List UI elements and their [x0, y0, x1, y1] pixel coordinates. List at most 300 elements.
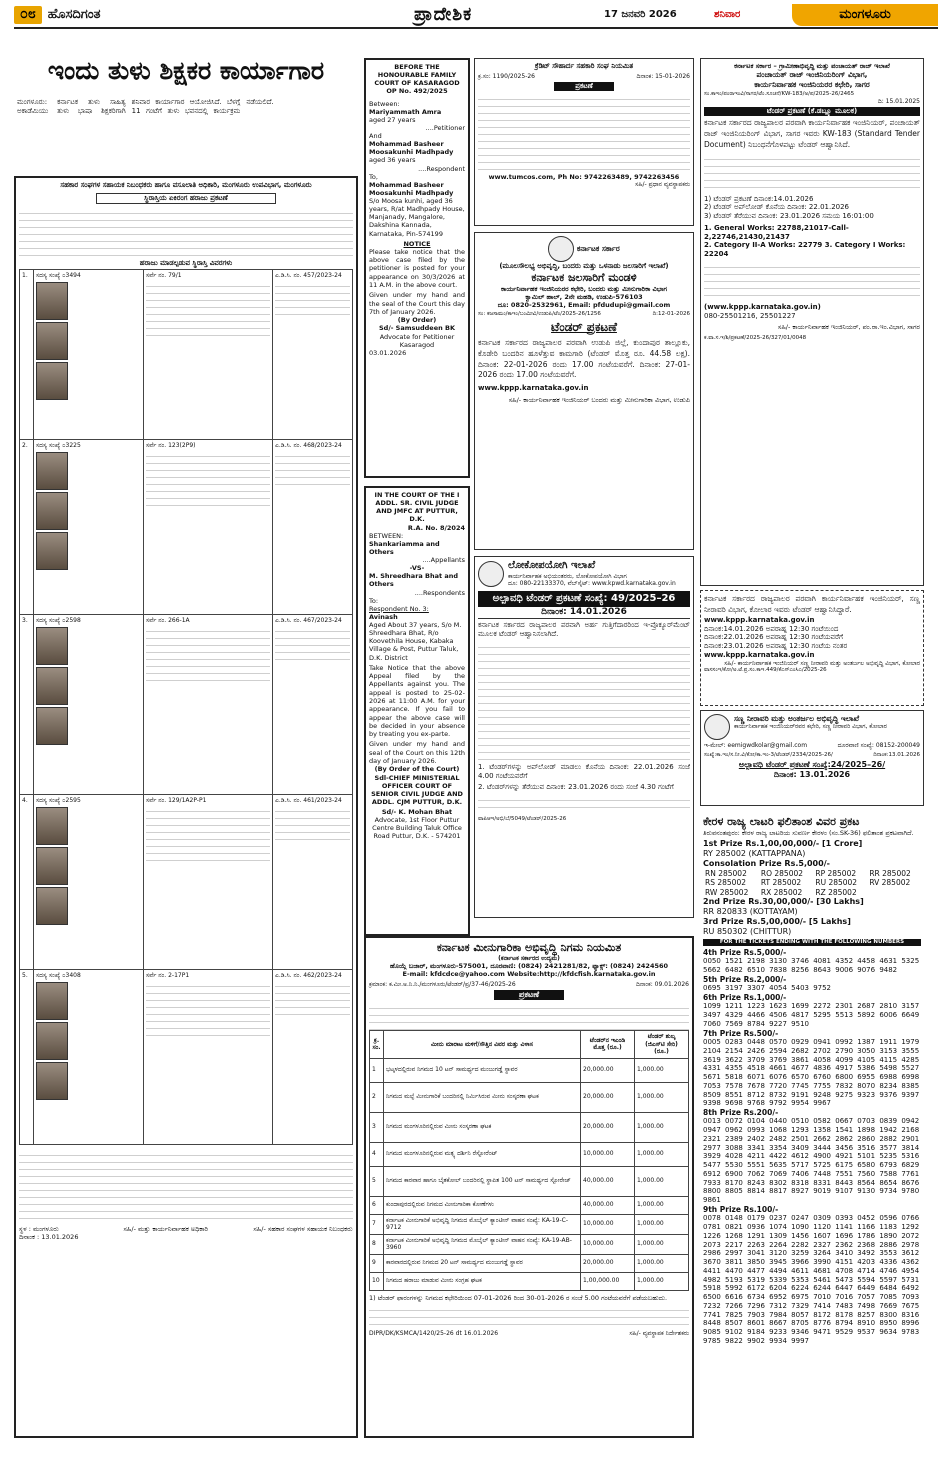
fish-row-emd: 1,00,000.00 [581, 1272, 635, 1290]
fc-advocate-date: 03.01.2026 [369, 348, 407, 357]
fish-address: ಹೊಯ್ಗೆ ಬಜಾರ್, ಮಂಗಳೂರು-575001, ದೂರವಾಣಿ: (0824) 2421281/82, ಫ್ಯಾಕ್ಸ್: (0824) 2424560 [389, 962, 669, 971]
lottery-third-no: RU 850302 (CHITTUR) [703, 927, 792, 937]
lottery-p4-nums: 0050 1521 2198 3130 3746 4081 4352 4458 4631 5325 5662 6482 6510 7838 8256 8643 9006 9076 9482 [703, 957, 920, 975]
page-number: ೦೮ [14, 6, 42, 24]
cc-officer: Sdl-CHIEF MINISTERIAL OFFICER COURT OF SENIOR CIVIL JUDGE AND ADDL. CJM PUTTUR, D.K. [371, 773, 463, 806]
cc-advocate-detail: Advocate, 1st Floor Puttur Centre Building Taluk Office Road Puttur, D.K. - 574201 [372, 816, 462, 841]
cons-row [703, 888, 921, 897]
tumcos-website: www.tumcos.com, Ph No: 9742263489, 9742263456 [488, 173, 680, 181]
cons-row [703, 869, 921, 878]
water-state [478, 236, 690, 262]
pr-body: ಕರ್ನಾಟಕ ಸರ್ಕಾರದ ರಾಜ್ಯಪಾಲರ ಪರವಾಗಿ ಕಾರ್ಯನಿರ್ವಾಹಕ ಇಂಜಿನಿಯರ್, ಪಂಚಾಯತ್ ರಾಜ್ ಇಂಜಿನಿಯರಿಂಗ್ ವಿಭಾಗ, ಸಾಗರ ಇವರು KW-183 (Standard Tender Document) ನಿಬಂಧನೆಗೊಳಪಟ್ಟು ಟೆಂಡರ್ ಆಹ್ವಾನಿಸಿದೆ. [704, 118, 920, 149]
fish-row [370, 1166, 689, 1196]
water-tender-title: ಟೆಂಡರ್ ಪ್ರಕಟಣೆ [551, 319, 617, 334]
water-address: ಕ್ವಾಮಿಲ್ ಹಾಲ್, 2ನೇ ಮಹಡಿ, ಉಡುಪಿ-576103 [525, 292, 643, 301]
row-detail [275, 450, 350, 490]
fish-row-fee: 1,000.00 [635, 1082, 689, 1112]
member-photo [36, 362, 68, 400]
fish-row-fee: 1,000.00 [635, 1196, 689, 1214]
lottery-results [700, 812, 924, 1438]
pr-sign: ಸಹಿ/- ಕಾರ್ಯನಿರ್ವಾಹಕ ಇಂಜಿನಿಯರ್, ಪಂ.ರಾ.ಇಂ.ವಿಭಾಗ, ಸಾಗರ [777, 323, 920, 332]
pwd-header [478, 560, 690, 588]
fc-notice: NOTICE [403, 239, 431, 248]
fc-petitioner-role: ....Petitioner [425, 123, 465, 132]
fish-row-desc: ನಿಗಮದ ಮಂಗಳೂರಿನಲ್ಲಿರುವ ಮತ್ಸ್ಯ ದರ್ಶಿನಿ ರೆಸ್ಟೋರೆಂಟ್ [384, 1142, 581, 1166]
water-org: (ಮೂಲಸೌಲಭ್ಯ ಅಭಿವೃದ್ಧಿ, ಬಂದರು ಮತ್ತು ಒಳನಾಡು ಜಲಸಾರಿಗೆ ಇಲಾಖೆ) [499, 262, 669, 270]
fish-col-4: ಟೆಂಡರ್ ಶುಲ್ಕ (ಜಿಎಸ್‌ಟಿ ಸೇರಿ) (ರೂ.) [635, 1031, 689, 1059]
fish-title: ಕರ್ನಾಟಕ ಮೀನುಗಾರಿಕಾ ಅಭಿವೃದ್ಧಿ ನಿಗಮ ನಿಯಮಿತ [436, 941, 622, 954]
fc-sign: Sd/- Samsuddeen BK [378, 324, 455, 333]
pr-dept: ಪಂಚಾಯತ್ ರಾಜ್ ಇಂಜಿನಿಯರಿಂಗ್ ವಿಭಾಗ, [756, 70, 868, 80]
tumcos-notice [474, 58, 694, 226]
fc-between: Between: [369, 99, 400, 108]
row-detail [146, 450, 270, 510]
pr-date-1: 1) ಟೆಂಡರ್ ಪ್ರಕಟಣೆ ದಿನಾಂಕ:14.01.2026 [704, 194, 814, 203]
pr-date-2: 2) ಟೆಂಡರ್ ಅಪ್‌ಲೋಡ್ ಕೊನೆಯ ದಿನಾಂಕ: 22.01.2026 [704, 203, 850, 212]
member-photo [36, 667, 68, 705]
auction-subtitle: ಸ್ಥಿರಾಸ್ತಿಯ ಏಕಿರಂಗ ಹರಾಜು ಪ್ರಕಟಣೆ [96, 193, 276, 204]
tumcos-ref-row [478, 73, 690, 81]
pr-codes-1: 1. General Works: 22788,21017-Call-2,22746,21430,21437 [704, 223, 849, 241]
auction-row-2 [20, 440, 353, 615]
pr-office: ಕಾರ್ಯನಿರ್ವಾಹಕ ಇಂಜಿನಿಯರರ ಕಛೇರಿ, ಸಾಗರ [754, 79, 870, 89]
fish-row-emd: 40,000.00 [581, 1196, 635, 1214]
fish-row-desc: ಕರ್ನಾಟಕ ಮೀನುಗಾರಿಕೆ ಅಭಿವೃದ್ಧಿ ನಿಗಮದ ಮೊಬೈಲ್ ಕ್ಯಾಂಟೀನ್ ವಾಹನ ಸಂಖ್ಯೆ: KA-19-AB-3960 [384, 1234, 581, 1254]
auction-title: ಸಹಕಾರ ಸಂಘಗಳ ಸಹಾಯಕ ನಿಬಂಧಕರು ಹಾಗೂ ವಸೂಲಾತಿ ಅಧಿಕಾರಿ, ಮಂಗಳೂರು ಉಪವಿಭಾಗ, ಮಂಗಳೂರು [60, 181, 312, 189]
row-amount: ಎ.ಡಿ.ಸಿ. ನಂ. 461/2023-24 [275, 797, 342, 805]
cc-resp-name: Avinash [369, 612, 398, 621]
row-amount: ಎ.ಡಿ.ಸಿ. ನಂ. 468/2023-24 [275, 442, 342, 450]
lottery-p8-nums: 0013 0072 0104 0440 0510 0582 0667 0703 0839 0942 0947 0962 0993 1068 1293 1358 1541 1898 1942 2168 2321 2389 2402 2482 2501 2662 2862 2860 2882 2901 2977 3088 3341 3354 3409 3444 3456 3516 3577 3814 3929 4028 4211 4422 4612 4900 4921 5101 5235 5316 5477 5530 5551 5635 5717 5725 6175 6580 6793 6829 6912 6900 7062 7069 7406 7448 7551 7560 7588 7761 7933 8170 8243 8302 8318 8331 8443 8564 8654 8676 8800 8805 8814 8817 8927 9019 9107 9130 9734 9780 9861 [703, 1117, 920, 1205]
fish-row-desc: ನಿಗಮದ ಮಲ್ಪೆ ಮೀನುಗಾರಿಕೆ ಬಂದರಿನಲ್ಲಿ ನಿರ್ಮಿಸಿರುವ ಮೀನು ಸಂಸ್ಕರಣಾ ಘಟಕ [384, 1082, 581, 1112]
ir-website-2: www.kppp.karnataka.gov.in [704, 650, 815, 659]
member-photo [36, 807, 68, 845]
masthead-rule [14, 27, 938, 29]
pr-date: ದಿ: 15.01.2025 [877, 97, 920, 105]
fc-to-address: S/o Moosa kunhi, aged 36 years, R/at Madhpady House, Manjanady, Mangalore, Dakshina Kannada, Karnataka, Pin-574199 [369, 197, 465, 238]
fish-row-no: 9 [370, 1254, 384, 1272]
fish-row [370, 1142, 689, 1166]
karnataka-emblem-icon [548, 236, 574, 262]
row-case: ಸದಸ್ಯ ಸಂಖ್ಯೆ ೦2595 [36, 797, 81, 805]
member-photo [36, 847, 68, 885]
fish-table [369, 1030, 689, 1291]
water-phone: ದೂ: 0820-2532961, Email: pfdudupi@gmail.com [497, 300, 671, 309]
tumcos-ref: ಕ್ರ.ಸಂ: 1190/2025-26 [478, 72, 535, 80]
auction-footer [19, 1225, 353, 1241]
fish-row-desc: ನಿಗಮದ ಕಾರವಾರ ಹಾಗೂ ಬೈತಕೋಲ್ ಬಂದರಿನಲ್ಲಿ ಸ್ಥಾಪಿತ 100 ಟನ್ ಸಾಮರ್ಥ್ಯದ ಸ್ಟೋರೇಜ್ [384, 1166, 581, 1196]
cons-row [703, 878, 921, 887]
cc-appellants: Shankariamma and Others [369, 539, 440, 556]
lottery-p4: 4th Prize Rs.5,000/- [703, 948, 787, 958]
fish-row-emd: 10,000.00 [581, 1214, 635, 1234]
fish-row-fee: 1,000.00 [635, 1234, 689, 1254]
lottery-p9-nums: 0078 0148 0179 0237 0247 0309 0393 0452 0596 0766 0781 0821 0936 1074 1090 1120 1141 1166 1183 1292 1226 1268 1291 1309 1456 1607 1696 1786 1890 2072 2073 2217 2263 2264 2282 2327 2362 2368 2886 2978 2986 2997 3041 3120 3259 3264 3410 3492 3553 3612 3670 3811 3850 3945 3966 3990 4151 4203 4336 4362 4411 4470 4477 4494 4611 4681 4708 4714 4746 4954 4982 5193 5319 5339 5353 5461 5473 5594 5597 5731 5918 5992 6172 6204 6224 6244 6447 6449 6484 6492 6500 6616 6734 6952 6975 7010 7016 7057 7085 7093 7232 7266 7296 7312 7329 7414 7483 7498 7669 7675 7741 7825 7903 7984 8057 8172 8178 8257 8300 8316 8448 8507 8601 8667 8705 8776 8794 8910 8950 8996 9085 9102 9184 9233 9346 9471 9529 9537 9634 9783 9785 9822 9902 9934 9997 [703, 1214, 920, 1345]
lottery-title: ಕೇರಳ ರಾಜ್ಯ ಲಾಟರಿ ಫಲಿತಾಂಶ ವಿವರ ಪ್ರಕಟ [703, 815, 860, 828]
water-ref-row [478, 311, 690, 318]
lottery-consolation: Consolation Prize Rs.5,000/- [703, 859, 830, 869]
fish-row-no: 10 [370, 1272, 384, 1290]
cons-no: RV 285002 [869, 878, 911, 888]
cc-notice-text: Take Notice that the above Appeal filed by the Appellants against you. The appeal is posted to 25-02-2026 at 11:00 A.M. for your appearance. If you fail to appear the above case will be decided in your absence by treating you ex-parte. [369, 663, 465, 739]
pwd-tender [474, 556, 694, 918]
fish-ref-row [369, 981, 689, 989]
tumcos-title: ಕ್ರೆಡಿಟ್ ಸೌಹಾರ್ದ ಸಹಕಾರಿ ಸಂಘ ನಿಯಮಿತ [534, 62, 634, 70]
ir-title: ಸಣ್ಣ ನೀರಾವರಿ ಮತ್ತು ಅಂತರ್ಜಲ ಅಭಿವೃದ್ಧಿ ಇಲಾಖೆ [734, 714, 860, 723]
ir-date-2: ದಿನಾಂಕ:22.01.2026 ಅಪರಾಹ್ನ 12:30 ಗಂಟೆಯವರೆಗೆ [704, 633, 844, 642]
pr-title: ಕರ್ನಾಟಕ ಸರ್ಕಾರ – ಗ್ರಾಮೀಣಾಭಿವೃದ್ಧಿ ಮತ್ತು ಪಂಚಾಯತ್ ರಾಜ್ ಇಲಾಖೆ [734, 62, 890, 70]
ir-date-3: ದಿನಾಂಕ:23.01.2026 ಅಪರಾಹ್ನ 12:30 ಗಂಟೆಯ ನಂತರ [704, 642, 848, 650]
fish-row-fee: 1,000.00 [635, 1214, 689, 1234]
irrigation-header [700, 710, 924, 806]
cons-no: RT 285002 [760, 878, 802, 888]
pwd-tender-no: ಅಲ್ಪಾವಧಿ ಟೆಂಡರ್ ಪ್ರಕಟಣೆ ಸಂಖ್ಯೆ: 49/2025–26 [478, 591, 690, 608]
fish-row-emd: 20,000.00 [581, 1082, 635, 1112]
fish-date: ದಿನಾಂಕ: 09.01.2026 [636, 980, 689, 988]
fish-row-fee: 1,000.00 [635, 1142, 689, 1166]
cc-appellants-role: ....Appellants [422, 556, 465, 564]
pwd-phone: ದೂ: 080-22133370, ವೆಬ್‌ಸೈಟ್: www.kpwd.karnataka.gov.in [508, 580, 676, 587]
fish-row-no: 7 [370, 1214, 384, 1234]
row-survey: ಸರ್ವೆ ನಂ. 2-17P1 [146, 972, 190, 980]
ir-date-1: ದಿನಾಂಕ:14.01.2026 ಅಪರಾಹ್ನ 12:30 ಗಂಟೆಯಿಂದ [704, 624, 839, 633]
cons-no: RR 285002 [869, 869, 911, 879]
ir-email: ಇ-ಮೇಲ್: eemigwdkolar@gmail.com [704, 742, 808, 749]
lottery-second-no: RR 820833 (KOTTAYAM) [703, 907, 798, 917]
auction-table [19, 269, 353, 1145]
fish-row-emd: 20,000.00 [581, 1058, 635, 1082]
member-photo [36, 1022, 68, 1060]
row-detail [275, 625, 350, 665]
ir-office: ಕಾರ್ಯನಿರ್ವಾಹಕ ಇಂಜಿನಿಯರ್‌ರವರ ಕಛೇರಿ, ಸಣ್ಣ ನೀರಾವರಿ ವಿಭಾಗ, ಕೋಲಾರ [734, 723, 887, 731]
issue-day: ಶನಿವಾರ [714, 8, 741, 20]
water-tender [474, 232, 694, 550]
pwd-ref: ವಾಪಿಆಇ/ಅಭಿ/ಬೆ/5049/ಟೆಂಡರ್/2025-26 [478, 816, 567, 823]
tumcos-tag: ಪ್ರಕಟಣೆ [554, 82, 614, 91]
fish-col-3: ಟೆಂಡರ್‌ನ ಇಎಂಡಿ ಮೊತ್ತ (ರೂ.) [581, 1031, 635, 1059]
ir-website: www.kppp.karnataka.gov.in [704, 615, 815, 624]
member-photo [36, 1062, 68, 1100]
fish-sign: ಸಹಿ/- ವ್ಯವಸ್ಥಾಪಕ ನಿರ್ದೇಶಕರು [629, 1329, 689, 1337]
cc-title: IN THE COURT OF THE I ADDL. SR. CIVIL JUDGE AND JMFC AT PUTTUR, D.K. [374, 491, 460, 524]
member-photo [36, 982, 68, 1020]
ir-body: ಕರ್ನಾಟಕ ಸರ್ಕಾರದ ರಾಜ್ಯಪಾಲರ ಪರವಾಗಿ ಕಾರ್ಯನಿರ್ವಾಹಕ ಇಂಜಿನಿಯರ್, ಸಣ್ಣ ನೀರಾವರಿ ವಿಭಾಗ, ಕೋಲಾರ ಇವರು ಟೆಂಡರ್ ಆಹ್ವಾನಿಸಿದ್ದಾರೆ. [704, 594, 920, 614]
fc-respondent-age: aged 36 years [369, 156, 416, 165]
cons-no: RW 285002 [705, 887, 749, 897]
fish-row-emd: 10,000.00 [581, 1234, 635, 1254]
fish-note-lines [369, 1304, 689, 1328]
pwd-office: ಕಾರ್ಯನಿರ್ವಾಹಕ ಅಭಿಯಂತರರು, ಲೋಕೋಪಯೋಗಿ ವಿಭಾಗ [508, 572, 627, 580]
row-survey: ಸರ್ವೆ ನಂ. 79/1 [146, 272, 182, 280]
ir-date: ದಿನಾಂಕ:13.01.2026 [873, 751, 920, 758]
row-detail [146, 805, 270, 865]
ir-header [704, 714, 920, 740]
fish-row-emd: 20,000.00 [581, 1254, 635, 1272]
pwd-body: ಕರ್ನಾಟಕ ಸರ್ಕಾರದ ರಾಜ್ಯಪಾಲರ ಪರವಾಗಿ ಅರ್ಹ ಗುತ್ತಿಗೆದಾರರಿಂದ ಇ-ಪ್ರೊಕ್ಯೂರ್‌ಮೆಂಟ್ ಮೂಲಕ ಟೆಂಡರ್ ಆಹ್ವಾನಿಸಲಾಗಿದೆ. [478, 621, 690, 639]
fish-row-no: 6 [370, 1196, 384, 1214]
auction-notice [14, 176, 358, 1438]
cc-order: (By Order of the Court) [374, 765, 460, 774]
pwd-logo-icon [478, 561, 504, 587]
fish-row-fee: 1,000.00 [635, 1254, 689, 1272]
water-board: ಕರ್ನಾಟಕ ಜಲಸಾರಿಗೆ ಮಂಡಳಿ [531, 270, 637, 284]
fish-row [370, 1082, 689, 1112]
row-no: 5. [20, 970, 34, 1145]
water-ref: ಸಂ: ಕಜಸಾಮಂ/ಕಾಇಂ/ಬಂಮೀವಿ/ಉಡುಪಿ/ಟೆಂ/2025-26/1256 [478, 310, 601, 317]
pr-codes-2: 2. Category II-A Works: 22779 3. Category I Works: 22204 [704, 241, 906, 259]
pwd-footer-lines [478, 794, 690, 814]
issue-date: 17 ಜನವರಿ 2026 [604, 8, 677, 20]
pr-more-lines [704, 261, 920, 301]
tumcos-sign: ಸಹಿ/- ಪ್ರಧಾನ ವ್ಯವಸ್ಥಾಪಕರು [635, 181, 690, 189]
fish-row-fee: 1,000.00 [635, 1272, 689, 1290]
pwd-title: ಲೋಕೋಪಯೋಗಿ ಇಲಾಖೆ [508, 560, 596, 571]
fc-to-name: Mohammad Basheer Moosakunhi Madhpady [369, 180, 454, 197]
row-case: ಸದಸ್ಯ ಸಂಖ್ಯೆ ೦3494 [36, 272, 81, 280]
fish-row-no: 8 [370, 1234, 384, 1254]
row-case: ಸದಸ್ಯ ಸಂಖ್ಯೆ ೦3408 [36, 972, 81, 980]
fish-row-fee: 1,000.00 [635, 1166, 689, 1196]
tumcos-body [478, 93, 690, 173]
fish-row [370, 1254, 689, 1272]
lottery-p5: 5th Prize Rs.2,000/- [703, 974, 787, 984]
fc-date: Given under my hand and the seal of the Court this day 7th of January 2026. [369, 291, 465, 316]
irrigation-body [700, 590, 924, 706]
member-photo [36, 492, 68, 530]
pr-date-3: 3) ಟೆಂಡರ್ ತೆರೆಯುವ ದಿನಾಂಕ: 23.01.2026 ಸಮಯ 16:01:00 [704, 212, 874, 221]
lottery-p9: 9th Prize Rs.100/- [703, 1204, 779, 1214]
member-photo [36, 627, 68, 665]
cc-respondents: M. Shreedhara Bhat and Others [369, 572, 459, 589]
cons-no [867, 888, 921, 897]
fish-table-head [370, 1031, 689, 1059]
fish-row-no: 3 [370, 1112, 384, 1142]
auction-row-4 [20, 795, 353, 970]
lottery-intro: ತಿರುವನಂತಪುರಂ: ಕೇರಳ ರಾಜ್ಯ ಲಾಟರಿಯ ಸುವರ್ಣ ಕೇರಳಂ (ಸಂ.SK-36) ಫಲಿತಾಂಶ ಪ್ರಕಟವಾಗಿದೆ. [703, 828, 914, 837]
lottery-first-no: RY 285002 (KATTAPPANA) [703, 849, 806, 859]
fc-respondent: Mohammad Basheer Moosakunhi Madhpady [369, 140, 454, 157]
row-detail [275, 980, 350, 1020]
row-detail [275, 280, 350, 320]
auction-row-1 [20, 270, 353, 440]
fish-row-desc: ನಿಗಮದ ಮಂಗಳೂರಿನಲ್ಲಿರುವ ಮೀನು ಸಂಸ್ಕರಣಾ ಘಟಕ [384, 1112, 581, 1142]
fish-col-1: ಕ್ರ. ಸಂ. [370, 1031, 384, 1059]
cc-resp-detail: Aged About 37 years, S/o M. Shreedhara Bhat, R/o Koovethila House, Kabaka Village & Post, Puttur Taluk, D.K. District [369, 621, 462, 662]
fisheries-tender [364, 936, 694, 1438]
fish-row [370, 1196, 689, 1214]
fc-title: BEFORE THE HONOURABLE FAMILY COURT OF KASARAGOD [374, 63, 460, 88]
row-no: 3. [20, 615, 34, 795]
lottery-second: 2nd Prize Rs.30,00,000/- [30 Lakhs] [703, 897, 864, 907]
cc-advocate: Sd/- K. Mohan Bhat [381, 808, 453, 816]
cc-between: BETWEEN: [369, 531, 404, 540]
lottery-p6: 6th Prize Rs.1,000/- [703, 993, 787, 1003]
member-photo [36, 707, 68, 745]
row-detail [275, 805, 350, 845]
pwd-body-lines [478, 641, 690, 761]
fish-row [370, 1058, 689, 1082]
auction-row-5 [20, 970, 353, 1145]
auction-terms [19, 1149, 353, 1219]
pr-body-lines [704, 153, 920, 193]
ir-contact [704, 742, 920, 750]
auction-place: ಸ್ಥಳ : ಮಂಗಳೂರು [19, 1225, 59, 1234]
row-no: 2. [20, 440, 34, 615]
section-title: ಪ್ರಾದೇಶಿಕ [414, 3, 473, 25]
fish-row-desc: ಕಾರವಾರದಲ್ಲಿರುವ ನಿಗಮದ 20 ಟನ್ ಸಾಮರ್ಥ್ಯದ ಮಂಜುಗಡ್ಡೆ ಸ್ಥಾವರ [384, 1254, 581, 1272]
fc-to: To, [369, 172, 378, 181]
cc-resp-no: Respondent No. 3: [369, 604, 429, 613]
member-photo [36, 532, 68, 570]
lottery-first: 1st Prize Rs.1,00,00,000/- [1 Crore] [703, 839, 863, 849]
water-body: ಕರ್ನಾಟಕ ಸರ್ಕಾರದ ರಾಜ್ಯಪಾಲರ ಪರವಾಗಿ ಉಡುಪಿ ಜಿಲ್ಲೆ, ಕುಂದಾಪುರ ತಾಲ್ಲೂಕು, ಕೊಡೇರಿ ಬಂದರಿನ ಹೂಳೆತ್ತುವ ಕಾಮಗಾರಿ (ಟೆಂಡರ್ ಮೊತ್ತ ರೂ. 44.58 ಲಕ್ಷ). ದಿನಾಂಕ: 22-01-2026 ರಂದು 17.00 ಗಂಟೆಯವರೆಗೆ. ದಿನಾಂಕ: 27-01-2026 ರಂದು 17.00 ಗಂಟೆಯವರೆಗೆ. [478, 337, 690, 380]
auction-sign-1: ಸಹಿ/- ಮತ್ತು ಕಾರ್ಯನಿರ್ವಾಹಕ ಅಧಿಕಾರಿ [123, 1225, 208, 1234]
ir-ref-row [704, 752, 920, 759]
family-court-notice [364, 58, 470, 478]
cons-no: RU 285002 [815, 878, 858, 888]
fish-row-emd: 10,000.00 [581, 1142, 635, 1166]
cons-no: RX 285002 [760, 887, 803, 897]
row-detail [146, 625, 270, 685]
pwd-date-2: 2. ಟೆಂಡರ್‌ಗಳನ್ನು ತೆರೆಯುವ ದಿನಾಂಕ: 23.01.2026 ರಂದು ಸಂಜೆ 4.30 ಗಂಟೆಗೆ [478, 783, 674, 792]
panchayat-tender [700, 58, 924, 586]
ir-phone: ದೂರವಾಣಿ ಸಂಖ್ಯೆ: 08152-200049 [837, 742, 920, 749]
fish-row-no: 2 [370, 1082, 384, 1112]
row-case: ಸದಸ್ಯ ಸಂಖ್ಯೆ ೦2598 [36, 617, 81, 625]
cons-no: RS 285002 [705, 878, 746, 888]
water-sign: ಸಹಿ/- ಕಾರ್ಯನಿರ್ವಾಹಕ ಇಂಜಿನಿಯರ್ ಬಂದರು ಮತ್ತು ಮೀನುಗಾರಿಕಾ ವಿಭಾಗ, ಉಡುಪಿ [508, 396, 690, 404]
paper-name: ಹೊಸದಿಗಂತ [47, 6, 101, 22]
fish-row [370, 1272, 689, 1290]
fc-and: And [369, 132, 382, 140]
lottery-ending: FOR THE TICKETS ENDING WITH THE FOLLOWING NUMBERS [703, 939, 921, 946]
pr-website: (www.kppp.karnataka.gov.in) [704, 302, 821, 311]
cons-no: RZ 285002 [815, 887, 857, 897]
cc-vs: -VS- [409, 564, 425, 573]
lottery-p7-nums: 0005 0283 0448 0570 0929 0941 0992 1387 1911 1979 2104 2154 2426 2594 2682 2702 2790 3050 3153 3555 3619 3622 3709 3769 3861 4058 4099 4105 4115 4285 4331 4355 4518 4661 4677 4836 4917 5386 5498 5527 5671 5818 6071 6076 6570 6760 6800 6955 6988 6998 7053 7578 7678 7720 7745 7755 7832 8070 8234 8385 8509 8551 8712 8732 9191 9248 9275 9323 9376 9397 9398 9698 9768 9792 9954 9967 [703, 1038, 920, 1108]
fish-row-emd: 40,000.00 [581, 1166, 635, 1196]
water-office: ಕಾರ್ಯನಿರ್ವಾಹಕ ಇಂಜಿನಿಯರರ ಕಛೇರಿ, ಬಂದರು ಮತ್ತು ಮೀನುಗಾರಿಕಾ ವಿಭಾಗ [500, 284, 668, 293]
row-survey: ಸರ್ವೆ ನಂ. 266-1A [146, 617, 190, 625]
fish-intro [369, 1002, 689, 1030]
fish-row-desc: ಕುಂದಾಪುರದಲ್ಲಿರುವ ನಿಗಮದ ಮೀನುಗಾರಿಕಾ ಕೋಣೆಗಳು [384, 1196, 581, 1214]
lottery-cons-table [703, 869, 921, 897]
pr-footer: ಕ.ವಾ.ಸ.ಇ/ಶಿ/ಪ್ರಕಟಣೆ/2025-26/327/01/0048 [704, 334, 807, 341]
cons-no: RN 285002 [705, 869, 747, 879]
lottery-p7: 7th Prize Rs.500/- [703, 1028, 779, 1038]
row-no: 1. [20, 270, 34, 440]
fish-email: E-mail: kfdcdce@yahoo.com Website:http://kfdcfish.karnataka.gov.in [402, 970, 656, 979]
lottery-p5-nums: 0695 3197 3307 4054 5403 9752 [703, 984, 832, 993]
fc-notice-text: Please take notice that the above case filed by the petitioner is posted for your appearance on 30/3/2026 at 11 A.M. in the above court. [369, 247, 465, 289]
row-detail [146, 980, 270, 1040]
cc-respondents-role: ....Respondents [414, 588, 465, 597]
headline-story [14, 44, 358, 166]
irrigation-emblem-icon [704, 714, 730, 740]
row-no: 4. [20, 795, 34, 970]
row-amount: ಎ.ಡಿ.ಸಿ. ನಂ. 467/2023-24 [275, 617, 342, 625]
cons-no: RO 285002 [760, 869, 804, 879]
civil-court-notice [364, 486, 470, 936]
headline-title: ಇಂದು ತುಳು ಶಿಕ್ಷಕರ ಕಾರ್ಯಾಗಾರ [47, 56, 325, 85]
fish-row-emd: 20,000.00 [581, 1112, 635, 1142]
row-survey: ಸರ್ವೆ ನಂ. 123(2P9) [146, 442, 196, 450]
fish-row [370, 1214, 689, 1234]
fish-row-fee: 1,000.00 [635, 1058, 689, 1082]
fish-note: 1) ಟೆಂಡರ್ ಫಾರಂಗಳನ್ನು ನಿಗಮದ ಕಛೇರಿಯಿಂದ 07-01-2026 ರಿಂದ 30-01-2026 ರ ಸಂಜೆ 5.00 ಗಂಟೆಯವರೆಗೆ ಪಡೆಯಬಹುದು. [369, 1293, 668, 1302]
water-date: ದಿ:12-01-2026 [652, 310, 690, 317]
fish-row-no: 5 [370, 1166, 384, 1196]
fish-row-no: 4 [370, 1142, 384, 1166]
ir-footer: ವಾಸಸಂಇ/ಕೋ/ಅ.ಟೆ.ಪ್ರ.ಸಂ.ಕಾಇ.449/ಕೆಎಸ್ಎಂಸಿಎ/2025-26 [704, 667, 827, 673]
fish-row-fee: 1,000.00 [635, 1112, 689, 1142]
fish-col-2: ಮೀನು ಮಾರಾಟ ಮಳಿಗೆ/ಸೌತ್ತಿನ ವಿವರ ಮತ್ತು ವಿಳಾಸ [384, 1031, 581, 1059]
cc-to: To: [369, 596, 379, 605]
fc-op: OP No. 492/2025 [386, 87, 448, 96]
water-website: www.kppp.karnataka.gov.in [478, 384, 589, 393]
member-photo [36, 282, 68, 320]
fish-row-desc: ಭಟ್ಕಳದಲ್ಲಿರುವ ನಿಗಮದ 10 ಟನ್ ಸಾಮರ್ಥ್ಯದ ಮಂಜುಗಡ್ಡೆ ಸ್ಥಾವರ [384, 1058, 581, 1082]
auction-sign-2: ಸಹಿ/- ಸಹಕಾರ ಸಂಘಗಳ ಸಹಾಯಕ ನಿಬಂಧಕರು [253, 1225, 353, 1234]
fc-respondent-role: ....Respondent [418, 164, 465, 173]
city-tab: ಮಂಗಳೂರು [792, 4, 938, 26]
pwd-date-1: 1. ಟೆಂಡರ್‌ಗಳನ್ನು ಅಪ್‌ಲೋಡ್ ಮಾಡಲು ಕೊನೆಯ ದಿನಾಂಕ: 22.01.2026 ಸಂಜೆ 4.00 ಗಂಟೆಯವರೆಗೆ [478, 763, 690, 781]
auction-intro-text [19, 207, 353, 257]
tumcos-date: ದಿನಾಂಕ: 15-01-2026 [636, 72, 690, 80]
lottery-third: 3rd Prize Rs.5,00,000/- [5 Lakhs] [703, 917, 851, 927]
fish-row-desc: ನಿಗಮದ ಹರಾಜು ಮಾಡುವ ಮೀನು ಸಂಗ್ರಹ ಘಟಕ [384, 1272, 581, 1290]
fish-row [370, 1112, 689, 1142]
fish-ref: ಕ್ರಮಾಂಕ: ಕ.ಮೀ.ಅ.ನಿ.ನಿ./ಮಂಗಳೂರು/ಟೆಂಡರ್/ಪ್ರ/37-46/2025-26 [369, 980, 516, 988]
lottery-p8: 8th Prize Rs.200/- [703, 1108, 779, 1118]
fish-row-no: 1 [370, 1058, 384, 1082]
auction-row-3 [20, 615, 353, 795]
pr-phone: 080-25501216, 25501227 [704, 311, 796, 320]
pr-ref: ಸಂ.ಕಾಇಂ/ಪಂರಾಇಂವಿ/ಸಾಗರ/ಟೆಂ.ಸೂಚನೆ/KW-183/ಅ/ಪ/2025-26/2465 [704, 90, 855, 97]
headline-body: ಮಂಗಳೂರು: ಕರ್ನಾಟಕ ತುಳು ಸಾಹಿತ್ಯ ಅಕಾಡೆಮಿಯು ತುಳು ಭಾಷಾ ಶಿಕ್ಷಕರಿಗಾಗಿ ಶನಿವಾರ ಕಾರ್ಯಾಗಾರ ಆಯೋಜಿಸಿದೆ. ಬೆಳಗ್ಗೆ 11 ಗಂಟೆಗೆ ತುಳು ಭವನದಲ್ಲಿ ಕಾರ್ಯಕ್ರಮ ನಡೆಯಲಿದೆ. [17, 98, 274, 116]
cons-no: RP 285002 [815, 869, 857, 879]
masthead [14, 4, 938, 26]
ir-sign: ಸಹಿ/- ಕಾರ್ಯನಿರ್ವಾಹಕ ಇಂಜಿನಿಯರ್ ಸಣ್ಣ ನೀರಾವರಿ ಮತ್ತು ಅಂತರ್ಜಲ ಅಭಿವೃದ್ಧಿ ವಿಭಾಗ, ಕೋಲಾರ [724, 659, 920, 667]
row-amount: ಎ.ಡಿ.ಸಿ. ನಂ. 462/2023-24 [275, 972, 342, 980]
fish-footer-ref: DIPR/DK/KSMCA/1420/25-26 dt 16.01.2026 [369, 1329, 499, 1337]
fish-tag: ಪ್ರಕಟಣೆ [494, 990, 564, 1000]
cc-date: Given under my hand and seal of the Court on this 12th day of January 2026. [369, 740, 465, 766]
fc-advocate: Advocate for Petitioner Kasaragod [379, 332, 455, 349]
fish-subtitle: (ಕರ್ನಾಟಕ ಸರ್ಕಾರದ ಉದ್ಯಮ) [498, 954, 560, 962]
row-detail [146, 280, 270, 340]
fc-petitioner: Mariyammath Amra [369, 107, 442, 116]
fc-order: (By Order) [397, 316, 437, 325]
auction-date: ದಿನಾಂಕ : 13.01.2026 [19, 1233, 79, 1242]
fc-petitioner-age: aged 27 years [369, 115, 416, 124]
ir-tender-date: ದಿನಾಂಕ: 13.01.2026 [773, 770, 851, 780]
cc-ra: R.A. No. 8/2024 [407, 523, 465, 532]
member-photo [36, 322, 68, 360]
fish-row-desc: ಕರ್ನಾಟಕ ಮೀನುಗಾರಿಕೆ ಅಭಿವೃದ್ಧಿ ನಿಗಮದ ಮೊಬೈಲ್ ಕ್ಯಾಂಟೀನ್ ವಾಹನ ಸಂಖ್ಯೆ: KA-19-C-9712 [384, 1214, 581, 1234]
ir-tender-no: ಅಲ್ಪಾವಧಿ ಟೆಂಡರ್ ಪ್ರಕಟಣೆ ಸಂಖ್ಯೆ:24/2025–26/ [738, 760, 886, 770]
auction-table-title: ಹರಾಜು ಮಾಡಲ್ಪಡುವ ಸ್ಥಿರಾಸ್ತಿ ವಿವರಗಳು [139, 258, 233, 267]
pwd-tender-date: ದಿನಾಂಕ: 14.01.2026 [478, 607, 690, 619]
fish-footer [369, 1330, 689, 1338]
lottery-p6-nums: 1099 1211 1223 1623 1699 2272 2301 2687 2810 3157 3497 4329 4466 4506 4817 5295 5513 5892 6006 6649 7060 7569 8784 9227 9510 [703, 1002, 920, 1028]
fish-row [370, 1234, 689, 1254]
row-case: ಸದಸ್ಯ ಸಂಖ್ಯೆ ೦3225 [36, 442, 81, 450]
water-state-text: ಕರ್ನಾಟಕ ಸರ್ಕಾರ [576, 244, 620, 253]
pr-tag: ಟೆಂಡರ್ ಪ್ರಕಟಣೆ (ಕೆ.ಡಬ್ಲ್ಯೂ ಮೂಲಕ) [704, 107, 920, 116]
ir-ref: ಸಂಖ್ಯೆ:ಕಾ.ಇಂ/ಸ.ನೀ.ವಿ/ಕೋ/ಕಾ.ಇಂ-3/ಟೆಂಡರ್/2334/2025-26/ [704, 751, 833, 758]
row-survey: ಸರ್ವೆ ನಂ. 129/1A2P-P1 [146, 797, 207, 805]
